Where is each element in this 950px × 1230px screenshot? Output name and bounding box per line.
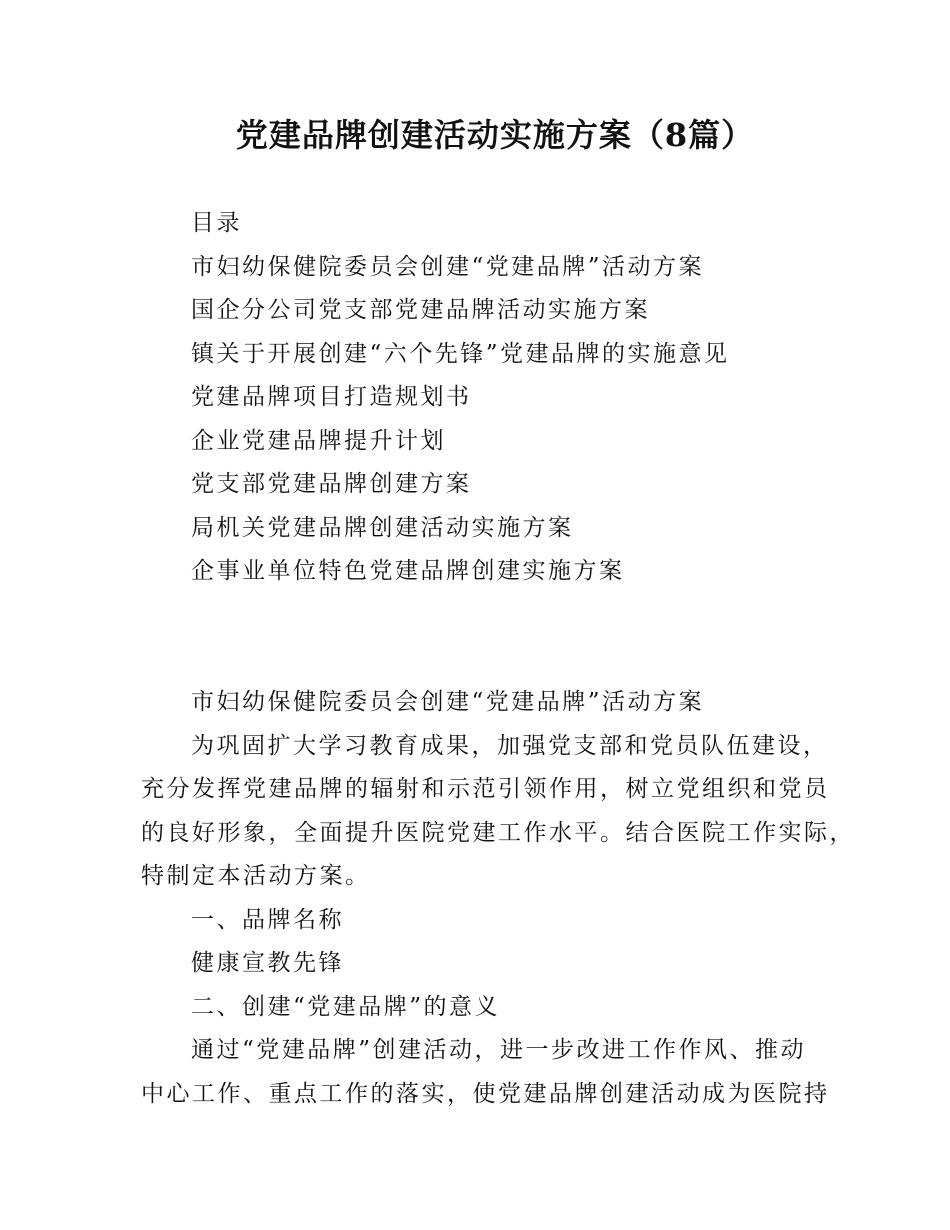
paragraph-line: 为巩固扩大学习教育成果，加强党支部和党员队伍建设，: [191, 732, 829, 759]
brand-name: 健康宣教先锋: [191, 950, 344, 976]
toc-item: 镇关于开展创建“六个先锋”党建品牌的实施意见: [191, 340, 730, 367]
toc-item: 企事业单位特色党建品牌创建实施方案: [191, 558, 625, 584]
toc-item: 企业党建品牌提升计划: [191, 427, 446, 454]
document-body: [141, 681, 855, 1116]
toc-item: 局机关党建品牌创建活动实施方案: [191, 514, 574, 541]
toc-item: 党建品牌项目打造规划书: [191, 384, 472, 410]
table-of-contents: [191, 202, 851, 594]
toc-heading: 目录: [191, 210, 242, 236]
section-title: 市妇幼保健院委员会创建“党建品牌”活动方案: [191, 689, 705, 715]
paragraph-line: 的良好形象，全面提升医院党建工作水平。结合医院工作实际，: [141, 819, 855, 846]
toc-item: 国企分公司党支部党建品牌活动实施方案: [191, 297, 650, 323]
section-heading: 一、品牌名称: [191, 906, 344, 933]
paragraph-line: 通过“党建品牌”创建活动，进一步改进工作作风、推动: [191, 1037, 807, 1063]
toc-item: 市妇幼保健院委员会创建“党建品牌”活动方案: [191, 253, 705, 280]
paragraph-line: 中心工作、重点工作的落实，使党建品牌创建活动成为医院持: [141, 1080, 830, 1107]
section-heading: 二、创建“党建品牌”的意义: [191, 993, 501, 1020]
paragraph-line: 充分发挥党建品牌的辐射和示范引领作用，树立党组织和党员: [141, 776, 830, 802]
document-title: 党建品牌创建活动实施方案（8篇）: [235, 116, 755, 154]
paragraph-line: 特制定本活动方案。: [141, 863, 371, 889]
toc-item: 党支部党建品牌创建方案: [191, 471, 472, 497]
